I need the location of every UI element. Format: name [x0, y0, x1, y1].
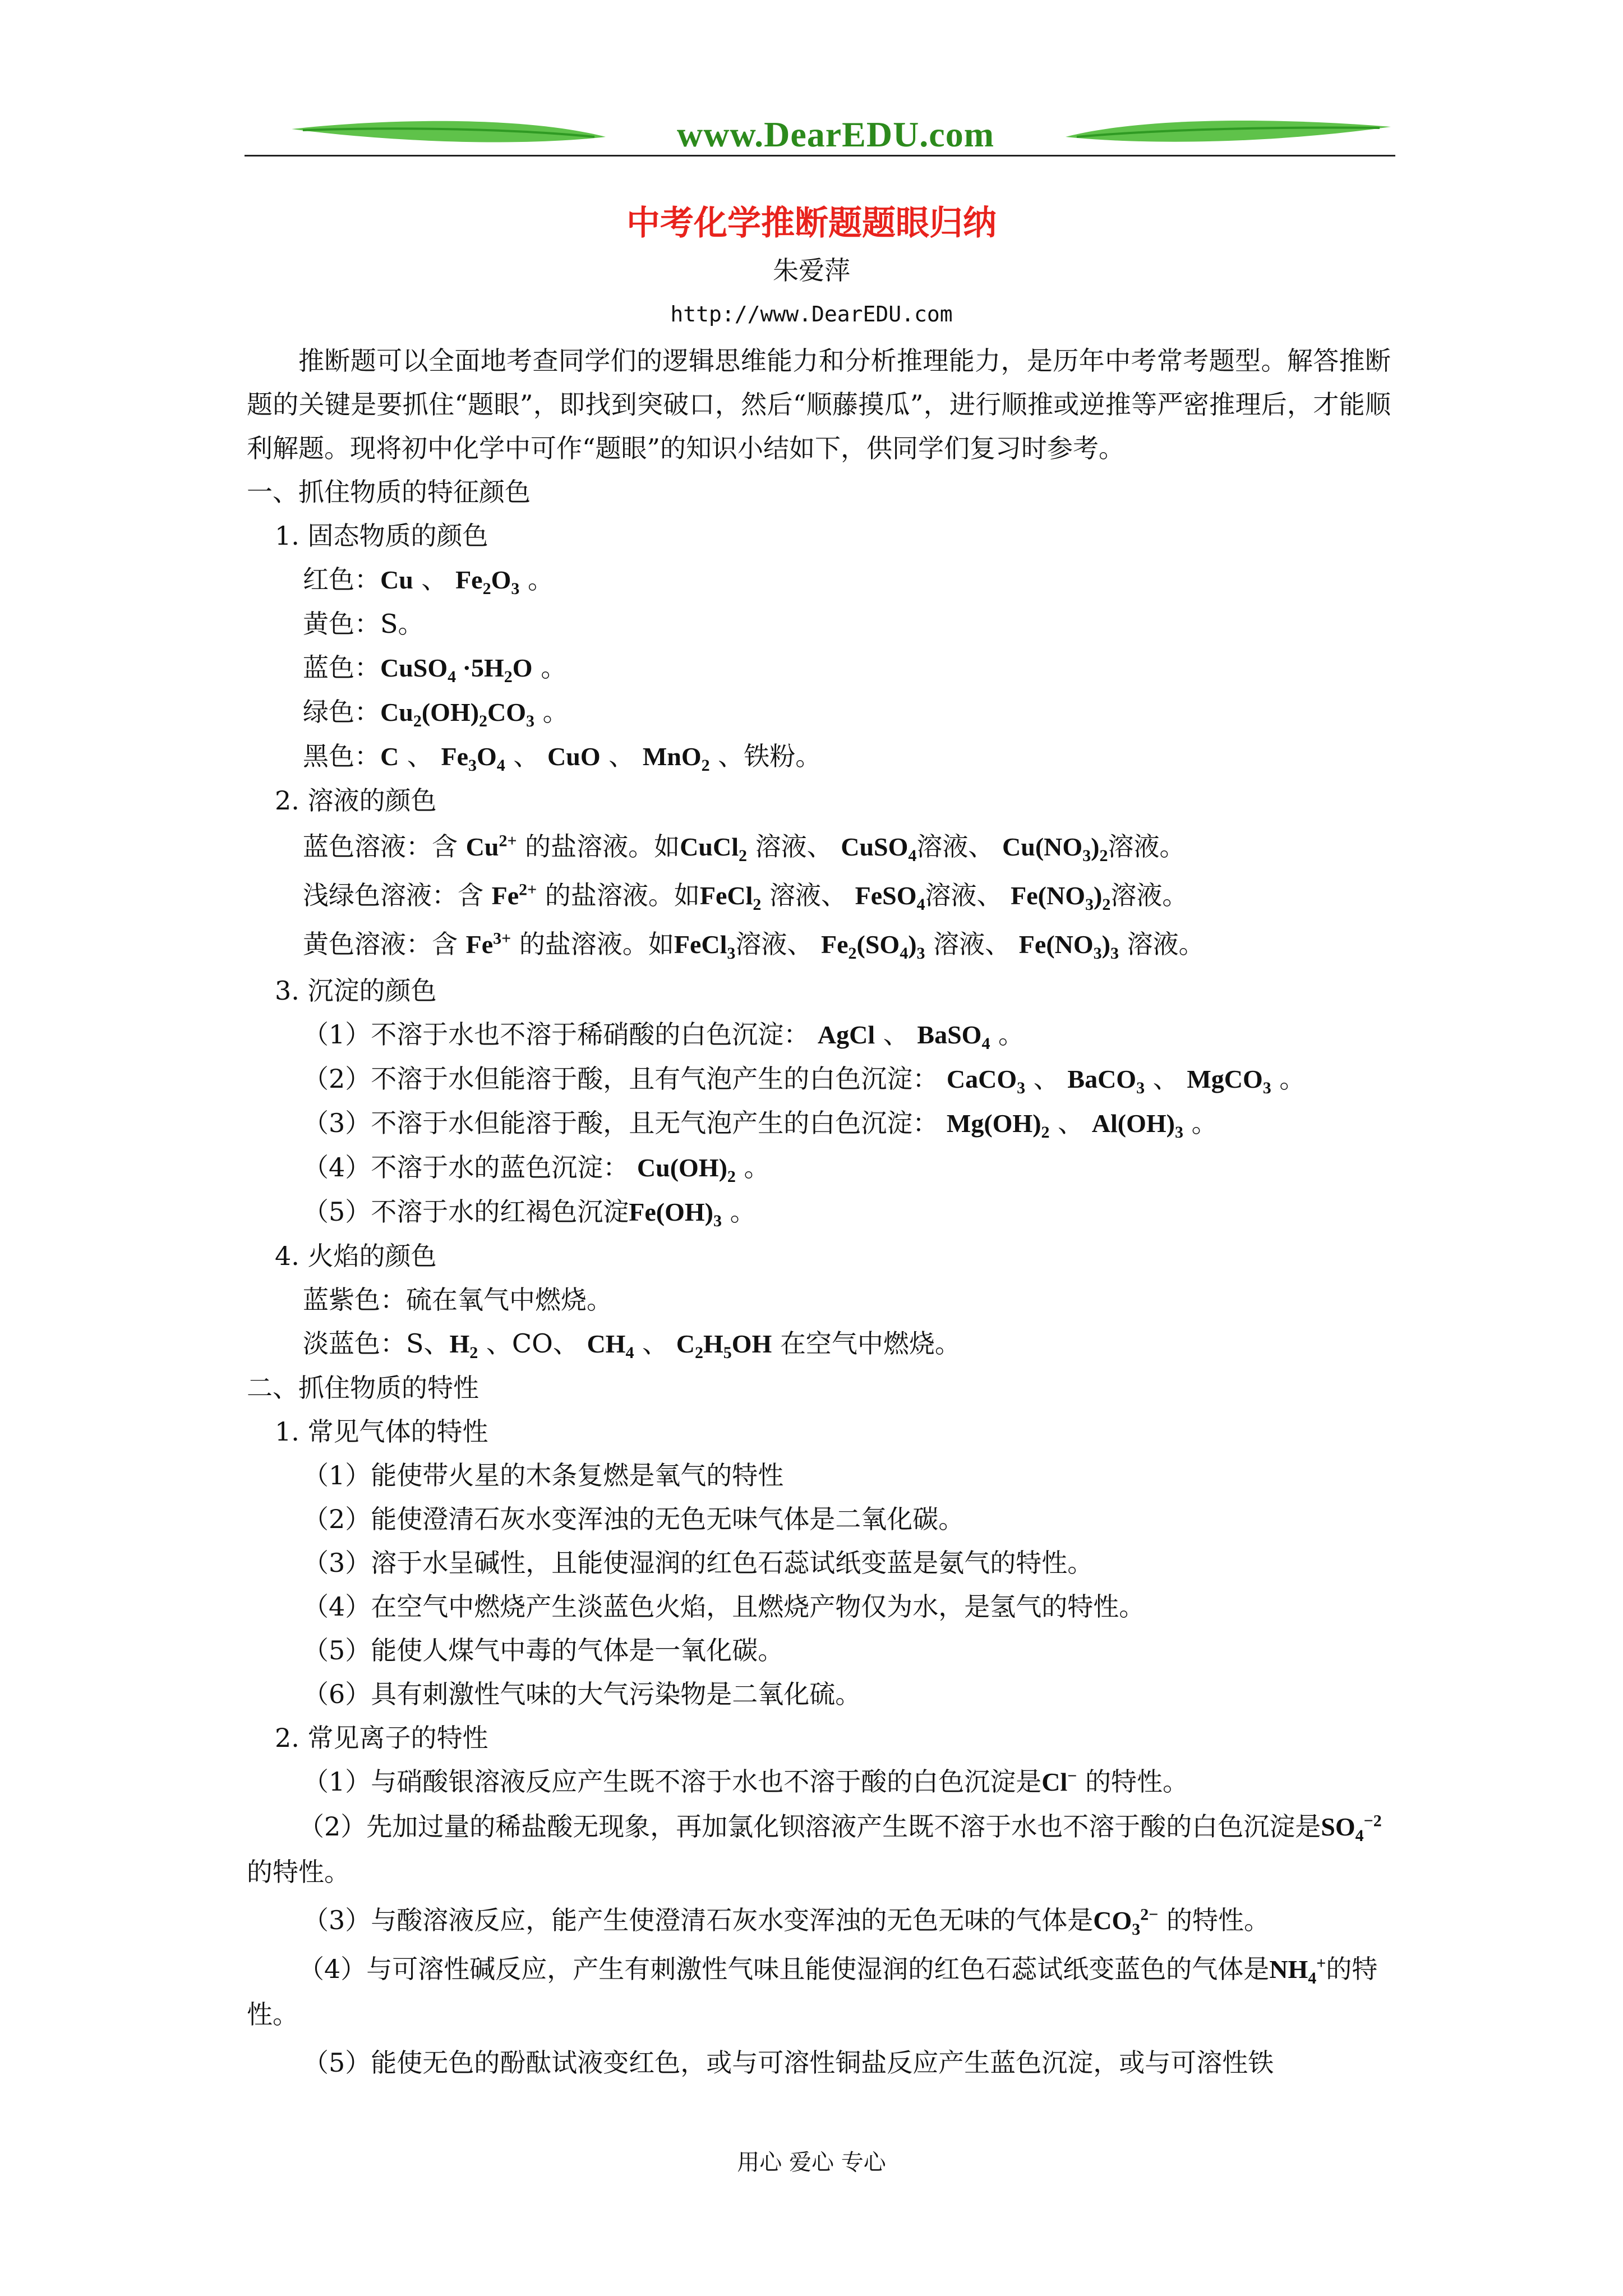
ion-item: （4）与可溶性碱反应，产生有刺激性气味且能使湿润的红色石蕊试纸变蓝色的气体是$NH_4^+$的特性。: [247, 1954, 1378, 2030]
flame-line: 淡蓝色：S、$H_2$ 、CO、 $CH_4$ 、 $C_2H_5OH$ 在空气中燃烧。: [303, 1328, 961, 1363]
gas-item: （6）具有刺激性气味的大气污染物是二氧化硫。: [303, 1679, 861, 1709]
document-title: 中考化学推断题题眼归纳: [626, 204, 997, 243]
header-rule: [245, 155, 1395, 157]
document-body: [247, 339, 1391, 2088]
solution-yellow-line: 黄色溶液：含 $Fe^{3+}$ 的盐溶液。如FeCl$_3$溶液、 $Fe_2(SO_4)_3$ 溶液、 $Fe(NO_3)_3$ 溶液。: [303, 929, 1205, 963]
gas-item: （5）能使人煤气中毒的气体是一氧化碳。: [303, 1635, 784, 1665]
precipitate-item: （1）不溶于水也不溶于稀硝酸的白色沉淀： AgCl 、 BaSO$_4$ 。: [303, 1019, 1025, 1053]
subsection-heading: 1. 固态物质的颜色: [275, 521, 488, 551]
precipitate-item: （3）不溶于水但能溶于酸，且无气泡产生的白色沉淀： $Mg(OH)_2$ 、 $Al(OH)_3$ 。: [303, 1108, 1218, 1142]
solution-green-line: 浅绿色溶液：含 $Fe^{2+}$ 的盐溶液。如FeCl$_2$ 溶液、 FeSO$_4$溶液、 $Fe(NO_3)_2$溶液。: [303, 880, 1188, 914]
gas-item: （2）能使澄清石灰水变浑浊的无色无味气体是二氧化碳。: [303, 1504, 965, 1534]
ion-item: （1）与硝酸银溶液反应产生既不溶于水也不溶于酸的白色沉淀是Cl− 的特性。: [303, 1766, 1189, 1797]
precipitate-item: （5）不溶于水的红褐色沉淀$Fe(OH)_3$ 。: [303, 1197, 756, 1231]
subsection-heading: 2. 常见离子的特性: [275, 1723, 488, 1753]
page-footer: 用心 爱心 专心: [737, 2150, 886, 2175]
ion-item: （3）与酸溶液反应，能产生使澄清石灰水变浑浊的无色无味的气体是$CO_3^{2-}$ 的特性。: [303, 1905, 1270, 1939]
site-logo: [292, 112, 1391, 157]
source-url: http://www.DearEDU.com: [670, 302, 953, 326]
color-yellow-line: 黄色：S。: [303, 609, 424, 639]
gas-item: （1）能使带火星的木条复燃是氧气的特性: [303, 1460, 784, 1490]
color-green-line: 绿色：$Cu_2(OH)_2CO_3$ 。: [303, 697, 569, 731]
ion-item: （2）先加过量的稀盐酸无现象，再加氯化钡溶液产生既不溶于水也不溶于酸的白色沉淀是$SO_4^{-2}$ 的特性。: [247, 1811, 1382, 1887]
subsection-heading: 1. 常见气体的特性: [275, 1416, 488, 1447]
intro-paragraph: 推断题可以全面地考查同学们的逻辑思维能力和分析推理能力，是历年中考常考题型。解答推断题的关键是要抓住“题眼”，即找到突破口，然后“顺藤摸瓜”，进行顺推或逆推等严密推理后，才能顺利解题。现将初中化学中可作“题眼”的知识小结如下，供同学们复习时参考。: [247, 346, 1391, 463]
subsection-heading: 3. 沉淀的颜色: [275, 976, 437, 1006]
ion-item: （5）能使无色的酚酞试液变红色，或与可溶性铜盐反应产生蓝色沉淀，或与可溶性铁: [303, 2047, 1274, 2078]
flame-line: 蓝紫色：硫在氧气中燃烧。: [303, 1285, 612, 1315]
precipitate-item: （4）不溶于水的蓝色沉淀： $Cu(OH)_2$ 。: [303, 1152, 770, 1186]
subsection-heading: 2. 溶液的颜色: [275, 785, 437, 816]
logo-text: www.DearEDU.com: [677, 114, 994, 154]
color-black-line: 黑色：C 、 $Fe_3O_4$ 、 CuO 、 MnO$_2$ 、铁粉。: [303, 741, 822, 775]
subsection-heading: 4. 火焰的颜色: [275, 1241, 437, 1271]
gas-item: （3）溶于水呈碱性，且能使湿润的红色石蕊试纸变蓝是氨气的特性。: [303, 1548, 1094, 1578]
section-heading: 二、抓住物质的特性: [247, 1373, 479, 1403]
precipitate-item: （2）不溶于水但能溶于酸，且有气泡产生的白色沉淀： CaCO$_3$ 、 BaCO$_3$ 、 MgCO$_3$ 。: [303, 1064, 1306, 1098]
author: 朱爱萍: [773, 255, 850, 286]
section-heading: 一、抓住物质的特征颜色: [247, 477, 531, 507]
gas-item: （4）在空气中燃烧产生淡蓝色火焰，且燃烧产物仅为水，是氢气的特性。: [303, 1591, 1145, 1622]
color-red-line: 红色：Cu 、 $Fe_2O_3$ 。: [303, 564, 554, 599]
color-blue-line: 蓝色：CuSO$_4$ $\cdot 5H_2O$ 。: [303, 652, 567, 687]
solution-blue-line: 蓝色溶液：含 $Cu^{2+}$ 的盐溶液。如CuCl$_2$ 溶液、 CuSO$_4$溶液、 $Cu(NO_3)_2$溶液。: [303, 831, 1186, 866]
